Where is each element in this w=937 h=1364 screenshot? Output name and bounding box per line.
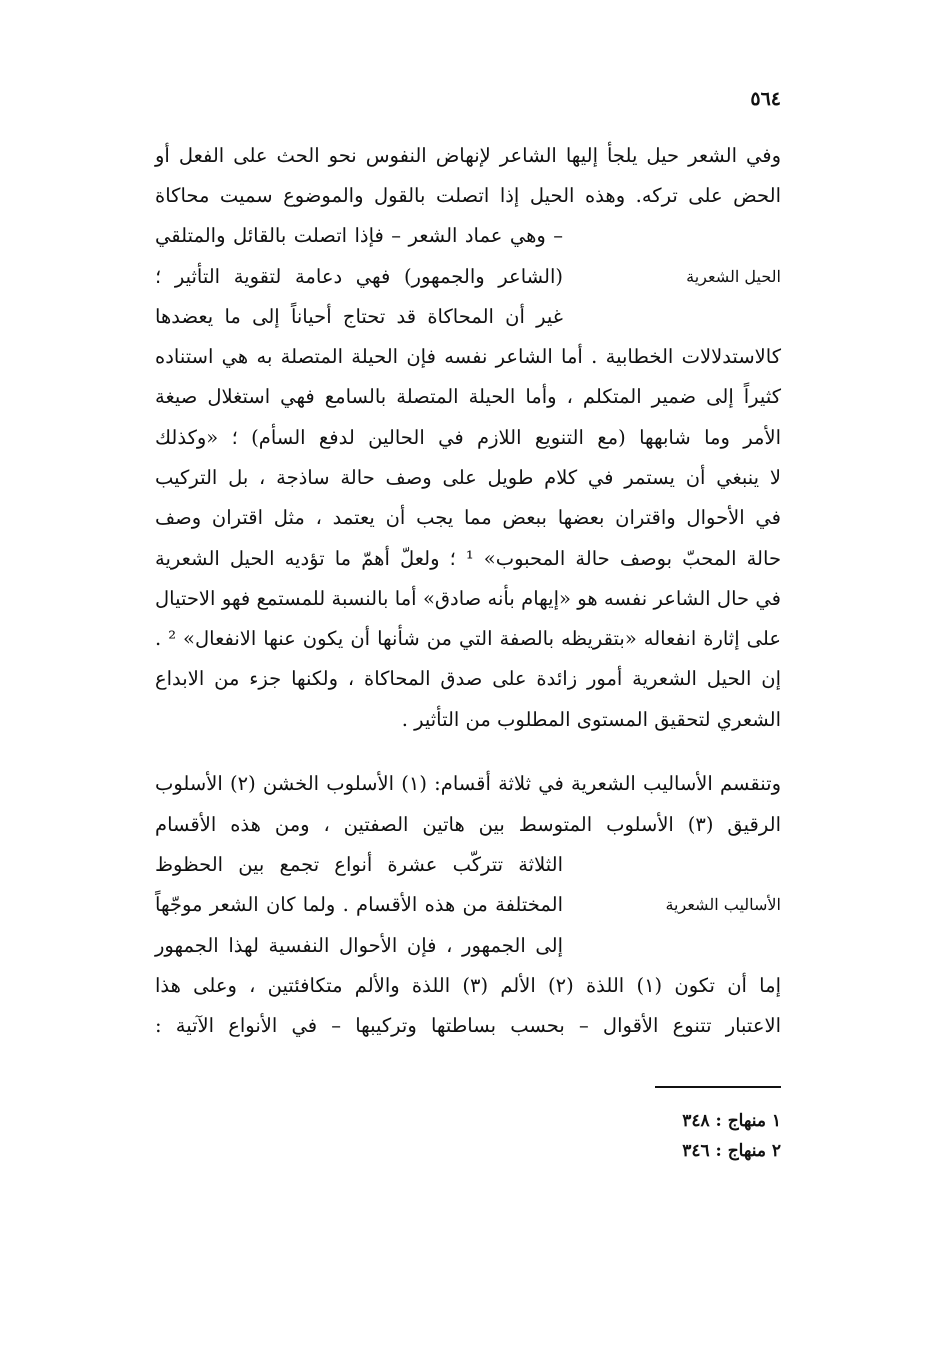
text-line: إلى الجمهور ، فإن الأحوال النفسية لهذا الجمهور [155, 934, 563, 957]
text-line: لا ينبغي أن يستمر في كلام طويل على وصف حالة ساذجة ، بل التركيب [155, 466, 781, 489]
text-line: وتنقسم الأساليب الشعرية في ثلاثة أقسام: (١) الأسلوب الخشن (٢) الأسلوب [155, 772, 782, 795]
text-line: – وهي عماد الشعر – فإذا اتصلت بالقائل والمتلقي [155, 224, 563, 247]
page-number: ٥٦٤ [750, 88, 781, 110]
text-line: في الأحوال واقتران بعضها ببعض مما يجب أن يعتمد ، مثل اقتران وصف [155, 506, 781, 529]
margin-note: الحيل الشعرية [686, 267, 781, 286]
text-line: الحض على تركه. وهذه الحيل إذا اتصلت بالقول والموضوع سميت محاكاة [155, 184, 781, 207]
text-line: الرقيق (٣) الأسلوب المتوسط بين هاتين الصفتين ، ومن هذه الأقسام [155, 813, 781, 836]
text-line: حالة المحبّ بوصف حالة المحبوب» ¹ ؛ ولعلّ أهمّ ما تؤديه الحيل الشعرية [155, 547, 781, 570]
text-line: في حال الشاعر نفسه هو «إيهام بأنه صادق» أما بالنسبة للمستمع فهو الاحتيال [155, 587, 781, 610]
text-line: كالاستدلالات الخطابية . أما الشاعر نفسه فإن الحيلة المتصلة به هي استناده [155, 345, 781, 368]
text-line: الشعري لتحقيق المستوى المطلوب من التأثير . [401, 708, 781, 731]
text-line: على إثارة انفعاله «بتقريظه بالصفة التي من شأنها أن يكون عنها الانفعال» ² . [155, 627, 781, 650]
text-line: الثلاثة تتركّب عشرة أنواع تجمع بين الحظوظ [155, 853, 563, 876]
footnote: ٢ منهاج : ٣٤٦ [682, 1141, 781, 1161]
text-line: (الشاعر والجمهور) فهي دعامة لتقوية التأثير ؛ [155, 265, 563, 288]
footnote-divider [655, 1086, 781, 1088]
text-line: وفي الشعر حيل يلجأ إليها الشاعر لإنهاض النفوس نحو الحث على الفعل أو [155, 144, 781, 167]
text-line: الأمر وما شابهها (مع التنويع اللازم في الحالين لدفع السأم) ؛ «وكذلك [155, 426, 781, 449]
text-line: المختلفة من هذه الأقسام . ولما كان الشعر موجّهاً [155, 893, 563, 916]
margin-note: الأساليب الشعرية [665, 895, 781, 914]
text-line: إما أن تكون (١) اللذة (٢) الألم (٣) اللذة والألم متكافئتين ، وعلى هذا [155, 974, 781, 997]
text-line: غير أن المحاكاة قد تحتاج أحياناً إلى ما يعضدها [155, 305, 563, 328]
text-line: الاعتبار تتنوع الأقوال – بحسب بساطتها وتركيبها – في الأنواع الآتية : [155, 1014, 781, 1037]
text-line: إن الحيل الشعرية أمور زائدة على صدق المحاكاة ، ولكنها جزء من الابداع [155, 667, 781, 690]
footnote: ١ منهاج : ٣٤٨ [682, 1111, 781, 1131]
text-line: كثيراً إلى ضمير المتكلم ، وأما الحيلة المتصلة بالسامع فهي استغلال صيغة [155, 385, 781, 408]
